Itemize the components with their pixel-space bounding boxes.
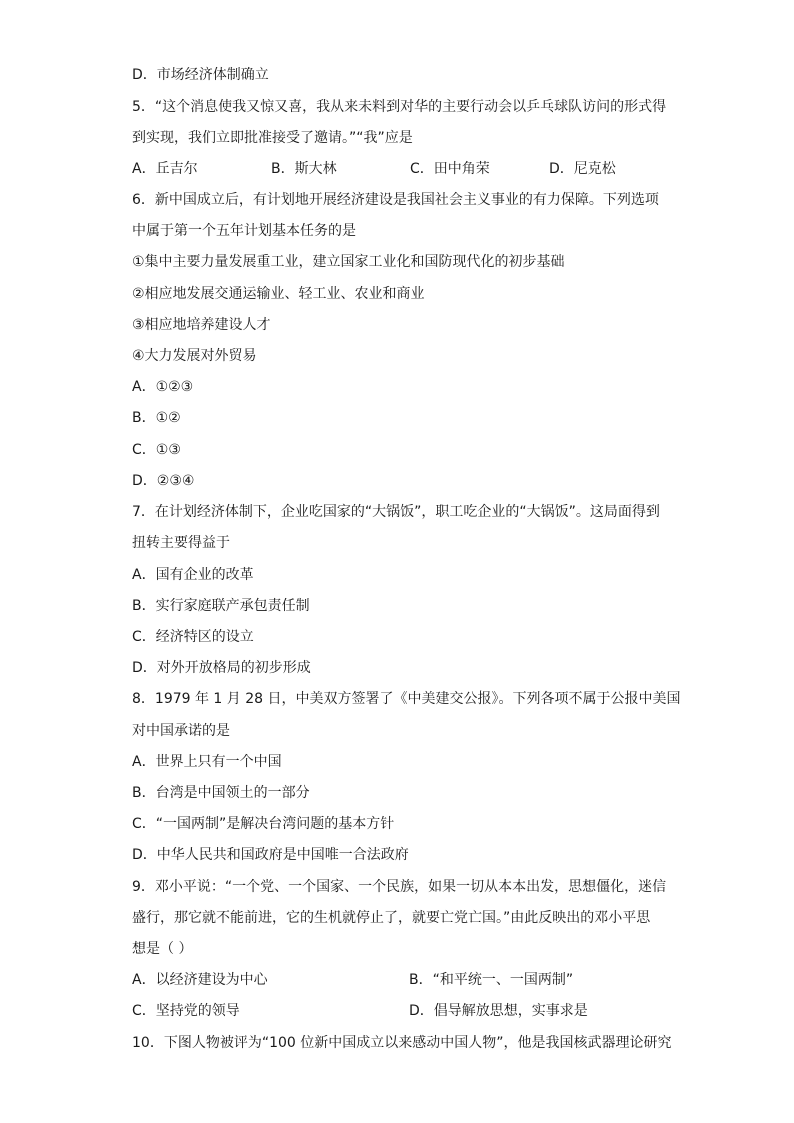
- q7-stem-line-1: 7．在计划经济体制下，企业吃国家的“大锅饭”，职工吃企业的“大锅饭”。这局面得到: [132, 504, 660, 520]
- q7-option-c: C．经济特区的设立: [132, 629, 254, 645]
- q5-option-a: A．丘吉尔: [132, 161, 198, 177]
- q6-stem-line-1: 6．新中国成立后，有计划地开展经济建设是我国社会主义事业的有力保障。下列选项: [132, 192, 659, 208]
- q7-option-a: A．国有企业的改革: [132, 567, 254, 583]
- q6-option-b: B．①②: [132, 410, 181, 426]
- q9-option-d: D．倡导解放思想，实事求是: [409, 1003, 588, 1019]
- q6-option-d: D．②③④: [132, 473, 195, 489]
- q5-option-d: D．尼克松: [549, 161, 616, 177]
- q6-option-a: A．①②③: [132, 379, 194, 395]
- q5-stem-line-1: 5．“这个消息使我又惊又喜，我从来未料到对华的主要行动会以乒乓球队访问的形式得: [132, 99, 667, 115]
- q5-option-b: B．斯大林: [271, 161, 337, 177]
- q9-stem-line-2: 盛行，那它就不能前进，它的生机就停止了，就要亡党亡国。”由此反映出的邓小平思: [132, 910, 651, 926]
- q9-stem-line-1: 9．邓小平说：“一个党、一个国家、一个民族，如果一切从本本出发，思想僵化，迷信: [132, 879, 667, 895]
- q7-stem-line-2: 扭转主要得益于: [132, 535, 230, 551]
- q9-option-c: C．坚持党的领导: [132, 1003, 240, 1019]
- q10-stem-line-1: 10．下图人物被评为“100 位新中国成立以来感动中国人物”，他是我国核武器理论研究: [132, 1035, 672, 1051]
- q6-item-2: ②相应地发展交通运输业、轻工业、农业和商业: [132, 286, 425, 302]
- q8-option-d: D．中华人民共和国政府是中国唯一合法政府: [132, 847, 409, 863]
- q8-option-a: A．世界上只有一个中国: [132, 754, 282, 770]
- q9-stem-line-3: 想是（ ）: [132, 941, 193, 957]
- q9-option-b: B．“和平统一、一国两制”: [409, 972, 574, 988]
- q6-item-3: ③相应地培养建设人才: [132, 317, 271, 333]
- q9-option-a: A．以经济建设为中心: [132, 972, 268, 988]
- q8-stem-line-2: 对中国承诺的是: [132, 723, 230, 739]
- q6-item-4: ④大力发展对外贸易: [132, 348, 257, 364]
- q7-option-d: D．对外开放格局的初步形成: [132, 660, 311, 676]
- q6-option-c: C．①③: [132, 442, 181, 458]
- q6-stem-line-2: 中属于第一个五年计划基本任务的是: [132, 223, 356, 239]
- q8-option-c: C．“一国两制”是解决台湾问题的基本方针: [132, 816, 395, 832]
- q4-option-d: D．市场经济体制确立: [132, 67, 269, 83]
- q8-option-b: B．台湾是中国领土的一部分: [132, 785, 310, 801]
- q6-item-1: ①集中主要力量发展重工业，建立国家工业化和国防现代化的初步基础: [132, 254, 565, 270]
- q5-option-c: C．田中角荣: [410, 161, 490, 177]
- q5-stem-line-2: 到实现，我们立即批准接受了邀请。”“我”应是: [132, 130, 413, 146]
- q8-stem-line-1: 8．1979 年 1 月 28 日，中美双方签署了《中美建交公报》。下列各项不属于公报中美国: [132, 691, 681, 707]
- q7-option-b: B．实行家庭联产承包责任制: [132, 598, 310, 614]
